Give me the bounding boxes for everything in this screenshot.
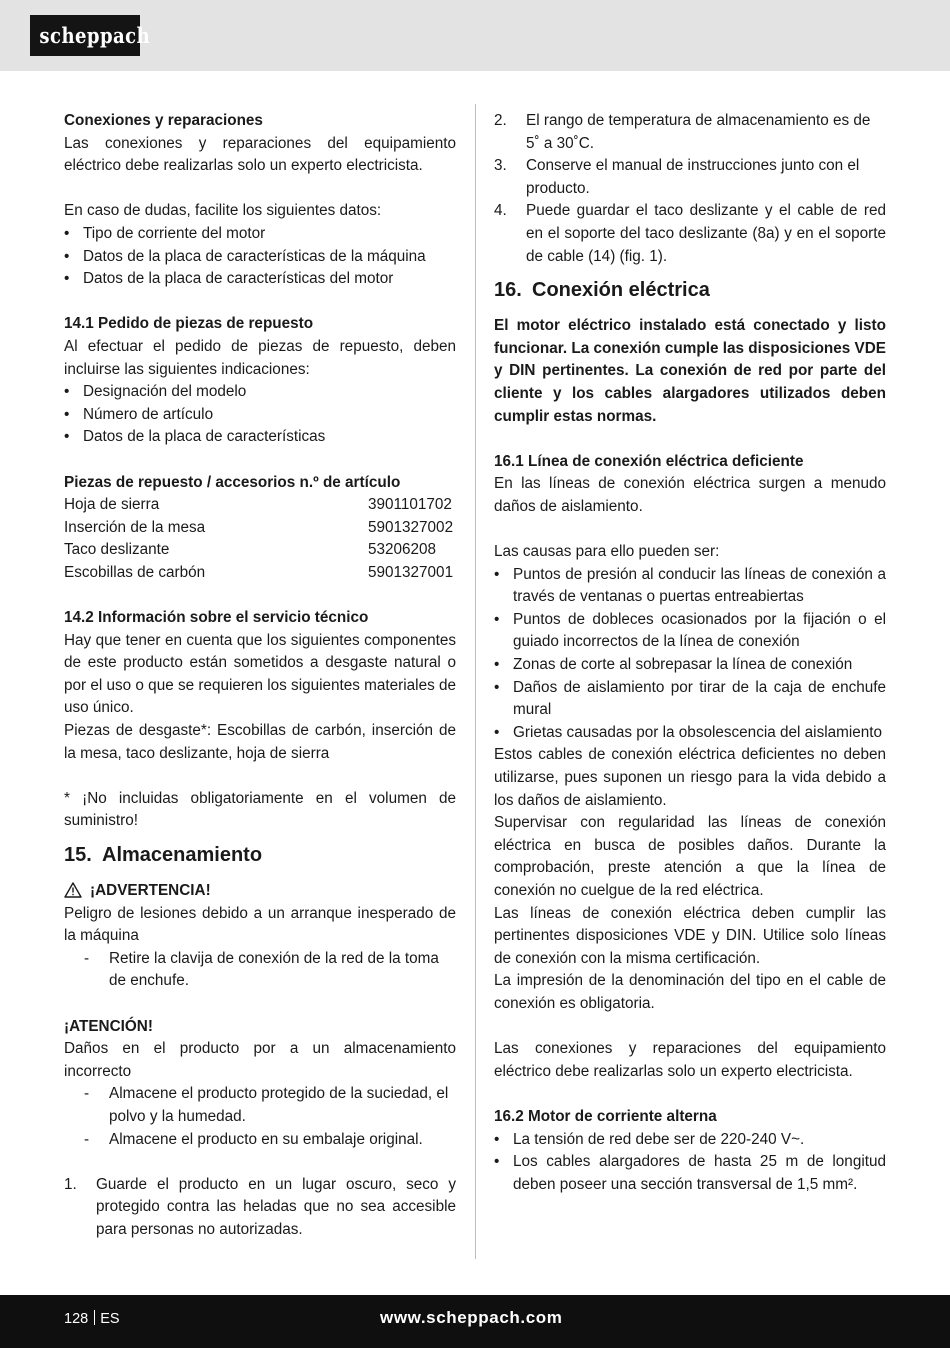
order-info-list [64,381,456,449]
section-14-1-text: Al efectuar el pedido de piezas de repuesto, deben incluirse las siguientes indicaciones: [64,337,456,378]
part-number: 3901101702 [368,496,452,514]
section-15-number: 15. [64,844,92,866]
warning-label-text: ¡ADVERTENCIA! [90,882,211,899]
step-number: 3. [494,157,507,175]
causes-text: Las causas para ello pueden ser: [494,543,720,561]
step-number: 1. [64,1175,77,1193]
step-number: 4. [494,202,507,220]
section-15-heading [64,843,456,867]
step-text: Puede guardar el taco deslizante y el cable de red en el soporte del taco deslizante (8a) y en el soporte de cable (14) (fig. 1). [526,202,886,265]
step-text: El rango de temperatura de almacenamiento es de 5˚ a 30˚C. [526,112,871,152]
footer-bar [0,1295,950,1348]
ac-motor-list [494,1129,886,1197]
part-number: 53206208 [368,541,437,559]
part-name: Hoja de sierra [64,496,160,514]
warning-text: Peligro de lesiones debido a un arranque inesperado de la máquina [64,904,456,945]
right-column [494,110,886,1196]
section-15-title: Almacenamiento [102,844,263,866]
table-row [64,494,456,517]
type-marking-text: La impresión de la denominación del tipo en el cable de conexión es obligatoria. [494,972,886,1012]
list-item: • La tensión de red debe ser de 220-240 V~. [494,1129,886,1152]
parts-table [64,494,456,584]
list-item: • Grietas causadas por la obsolescencia del aislamiento [494,722,886,745]
footnote-text: * ¡No incluidas obligatoriamente en el volumen de suministro! [64,789,456,830]
language-code: ES [100,1311,120,1327]
list-item [64,1174,456,1242]
list-item: • Tipo de corriente del motor [64,223,456,246]
section-16-1-heading: 16.1 Línea de conexión eléctrica deficiente [494,452,804,470]
page-indicator [64,1310,120,1327]
section-14-2-heading: 14.2 Información sobre el servicio técnico [64,609,369,627]
certification-text: Las líneas de conexión eléctrica deben cumplir las pertinentes disposiciones VDE y DIN. Utilice solo líneas de conexión con la misma certificación. [494,904,886,967]
storage-steps-list-continued [494,110,886,268]
section-14-2-text: Hay que tener en cuenta que los siguientes componentes de este producto están sometidos a desgaste natural o por el uso o que se requieren los siguientes materiales de uso único. [64,631,457,717]
list-item: • Datos de la placa de características [64,426,456,449]
warning-label [64,880,456,903]
list-item: • Puntos de presión al conducir las líneas de conexión a través de ventanas o puertas entreabiertas [494,564,886,609]
brand-logo [30,15,151,56]
list-item: • Los cables alargadores de hasta 25 m de longitud deben poseer una sección transversal de 1,5 mm². [494,1151,886,1196]
list-item [494,155,886,200]
warning-list [64,948,456,993]
list-item [494,110,886,155]
part-name: Inserción de la mesa [64,518,206,536]
list-item: • Número de artículo [64,404,456,427]
warning-triangle-icon [64,882,82,898]
part-number: 5901327002 [368,518,454,536]
section-16-heading [494,278,886,302]
header-bar [0,0,950,71]
attention-label: ¡ATENCIÓN! [64,1017,153,1035]
list-item: • Daños de aislamiento por tirar de la caja de enchufe mural [494,677,886,722]
list-item: • Zonas de corte al sobrepasar la línea de conexión [494,654,886,677]
part-number: 5901327001 [368,563,454,581]
list-item: • Datos de la placa de características del motor [64,268,456,291]
list-item: - Retire la clavija de conexión de la red de la toma de enchufe. [64,948,456,993]
brand-logo-text: scheppach [39,23,151,48]
section-14-1-heading: 14.1 Pedido de piezas de repuesto [64,315,314,333]
list-item: • Designación del modelo [64,381,456,404]
inspection-text: Supervisar con regularidad las líneas de conexión eléctrica en busca de posibles daños. Durante la comprobación, preste atención a que la línea de conexión no cuelgue de la red eléctrica. [494,814,886,899]
doubt-list [64,223,456,291]
doubt-text: En caso de dudas, facilite los siguientes datos: [64,202,382,220]
list-item: • Puntos de dobleces ocasionados por la fijación o el guiado incorrectos de la línea de conexión [494,609,886,654]
column-divider [475,104,476,1259]
left-column [64,110,456,1242]
list-item: • Datos de la placa de características de la máquina [64,246,456,269]
part-name: Taco deslizante [64,541,170,559]
section-16-title: Conexión eléctrica [532,279,710,302]
section-16-1-text: En las líneas de conexión eléctrica surgen a menudo daños de aislamiento. [494,475,886,515]
step-text: Guarde el producto en un lugar oscuro, seco y protegido contra las heladas que no sea accesible para personas no autorizadas. [96,1175,456,1238]
connections-heading: Conexiones y reparaciones [64,112,263,129]
list-item: - Almacene el producto en su embalaje original. [64,1129,456,1152]
parts-heading: Piezas de repuesto / accesorios n.º de artículo [64,473,401,491]
list-item [494,200,886,268]
website-link[interactable]: www.scheppach.com [380,1308,563,1327]
step-number: 2. [494,112,507,129]
causes-list [494,564,886,745]
table-row [64,517,456,540]
table-row [64,562,456,585]
section-16-number: 16. [494,279,522,302]
storage-steps-list [64,1174,456,1242]
defective-cables-text: Estos cables de conexión eléctrica deficientes no deben utilizarse, pues suponen un riesgo para la vida debido a los daños de aislamiento. [494,746,886,809]
wear-parts-text: Piezas de desgaste*: Escobillas de carbón, inserción de la mesa, taco deslizante, hoja de sierra [64,722,456,762]
attention-list [64,1083,456,1151]
page-number: 128 [64,1311,89,1327]
repairs-text: Las conexiones y reparaciones del equipamiento eléctrico debe realizarlas solo un experto electricista. [494,1040,886,1080]
part-name: Escobillas de carbón [64,563,206,581]
section-16-2-heading: 16.2 Motor de corriente alterna [494,1107,717,1125]
connections-text: Las conexiones y reparaciones del equipamiento eléctrico debe realizarlas solo un experto electricista. [64,134,456,175]
attention-text: Daños en el producto por a un almacenamiento incorrecto [64,1040,456,1080]
section-16-intro: El motor eléctrico instalado está conectado y listo funcionar. La conexión cumple las disposiciones VDE y DIN pertinentes. La conexión de red por parte del cliente y los cables alargadores utilizados deben cumplir estas normas. [494,317,886,425]
step-text: Conserve el manual de instrucciones junto con el producto. [526,157,860,197]
table-row [64,539,456,562]
list-item: - Almacene el producto protegido de la suciedad, el polvo y la humedad. [64,1083,456,1128]
page-separator [94,1310,95,1325]
